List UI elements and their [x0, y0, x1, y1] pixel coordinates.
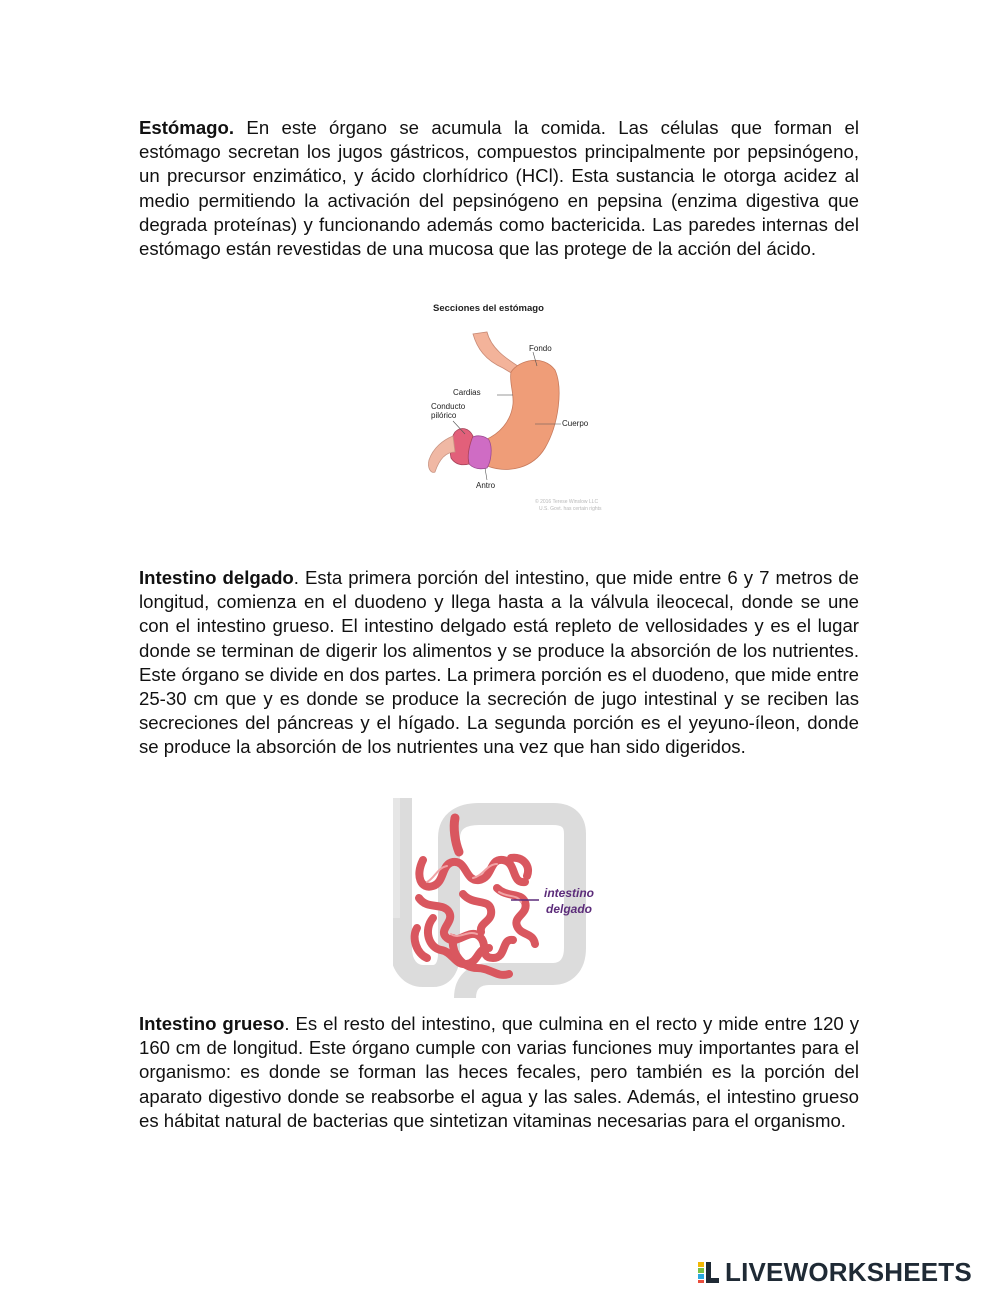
antro-leader: [485, 468, 487, 480]
stomach-paragraph: [139, 116, 859, 261]
stomach-figure-title: Secciones del estómago: [433, 303, 544, 314]
intestino-label: intestino: [544, 886, 594, 900]
copyright-line-1: © 2016 Terese Winslow LLC: [535, 499, 599, 505]
stomach-sections-figure: [415, 296, 625, 518]
fondo-label: Fondo: [529, 344, 552, 353]
stomach-body-shape: [480, 360, 559, 469]
small-intestine-illustration: [393, 798, 625, 998]
large-intestine-paragraph: [139, 1012, 859, 1133]
antro-label: Antro: [476, 481, 496, 490]
esophagus-shape: [473, 332, 521, 374]
cuerpo-label: Cuerpo: [562, 419, 589, 428]
liveworksheets-logo-text: LIVEWORKSHEETS: [725, 1256, 972, 1287]
large-intestine-body-text: . Es el resto del intestino, que culmina en el recto y mide entre 120 y 160 cm de longitud. Este órgano cumple con varias funciones muy importantes para el organismo: es donde se forman las heces fecales, pero también es la porción del aparato digestivo donde se reabsorbe el agua y las sales. Además, el intestino grueso es hábitat natural de bacterias que sintetizan vitaminas necesarias para el organismo.: [139, 1013, 859, 1131]
stomach-illustration: [415, 296, 625, 518]
small-intestine-figure: [393, 798, 625, 998]
cardias-label: Cardias: [453, 388, 481, 397]
delgado-label: delgado: [546, 902, 593, 916]
copyright-line-2: U.S. Govt. has certain rights: [539, 506, 602, 512]
pilorico-label: pilórico: [431, 411, 457, 420]
liveworksheets-logo-icon: [696, 1259, 722, 1285]
small-intestine-heading: Intestino delgado: [139, 567, 294, 588]
small-intestine-body-text: . Esta primera porción del intestino, que mide entre 6 y 7 metros de longitud, comienza en el duodeno y llega hasta a la válvula ileocecal, donde se une con el intestino grueso. El intestino delgado está repleto de vellosidades y es el lugar donde se terminan de digerir los alimentos y se produce la absorción de los nutrientes. Este órgano se divide en dos partes. La primera porción es el duodeno, que mide entre 25-30 cm que y es donde se produce la secreción de jugo intestinal y se reciben las secreciones del páncreas y el hígado. La segunda porción es el yeyuno-íleon, donde se produce la absorción de los nutrientes una vez que han sido digeridos.: [139, 567, 859, 758]
small-intestine-paragraph: [139, 566, 859, 760]
stomach-body-text: En este órgano se acumula la comida. Las células que forman el estómago secretan los jugos gástricos, compuestos principalmente por pepsinógeno, un precursor enzimático, y ácido clorhídrico (HCl). Esta sustancia le otorga acidez al medio permitiendo la activación del pepsinógeno en pepsina (enzima digestiva que degrada proteínas) y funcionando además como bactericida. Las paredes internas del estómago están revestidas de una mucosa que las protege de la acción del ácido.: [139, 117, 859, 260]
stomach-heading: Estómago.: [139, 117, 235, 138]
liveworksheets-logo[interactable]: [696, 1255, 972, 1289]
large-intestine-heading: Intestino grueso: [139, 1013, 285, 1034]
duodenum-tube: [454, 818, 459, 852]
conducto-label: Conducto: [431, 402, 466, 411]
